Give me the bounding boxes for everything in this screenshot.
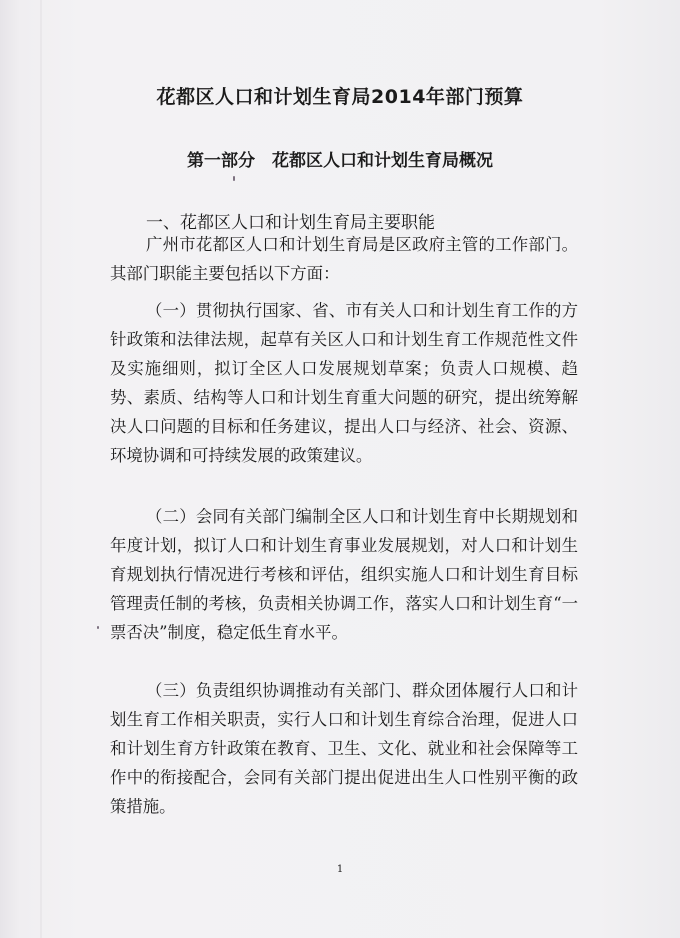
document-title: 花都区人口和计划生育局2014年部门预算 xyxy=(156,86,524,108)
paper-fold xyxy=(40,0,42,938)
section-heading: 一、花都区人口和计划生育局主要职能 xyxy=(146,213,435,233)
part-title: 第一部分 花都区人口和计划生育局概况 xyxy=(187,151,493,171)
duty-paragraph-1: （一）贯彻执行国家、省、市有关人口和计划生育工作的方针政策和法律法规，起草有关区人口和计划生育工作规范性文件及实施细则，拟订全区人口发展规划草案；负责人口规模、趋势、素质、结构等人口和计划生育重大问题的研究，提出统筹解决人口问题的目标和任务建议，提出人口与经济、社会、资源、环境协调和可持续发展的政策建议。 xyxy=(110,301,578,465)
page-number: 1 xyxy=(336,864,344,875)
duty-paragraph-2: （二）会同有关部门编制全区人口和计划生育中长期规划和年度计划，拟订人口和计划生育事业发展规划，对人口和计划生育规划执行情况进行考核和评估，组织实施人口和计划生育目标管理责任制的考核，负责相关协调工作，落实人口和计划生育“一票否决”制度，稳定低生育水平。 xyxy=(110,507,578,642)
scan-speck xyxy=(97,626,99,629)
duty-paragraph-3: （三）负责组织协调推动有关部门、群众团体履行人口和计划生育工作相关职责，实行人口和计划生育综合治理，促进人口和计划生育方针政策在教育、卫生、文化、就业和社会保障等工作中的衔接配合，会同有关部门提出促进出生人口性别平衡的政策措施。 xyxy=(110,681,578,816)
intro-paragraph: 广州市花都区人口和计划生育局是区政府主管的工作部门。其部门职能主要包括以下方面： xyxy=(110,235,578,283)
scan-speck xyxy=(233,176,235,181)
